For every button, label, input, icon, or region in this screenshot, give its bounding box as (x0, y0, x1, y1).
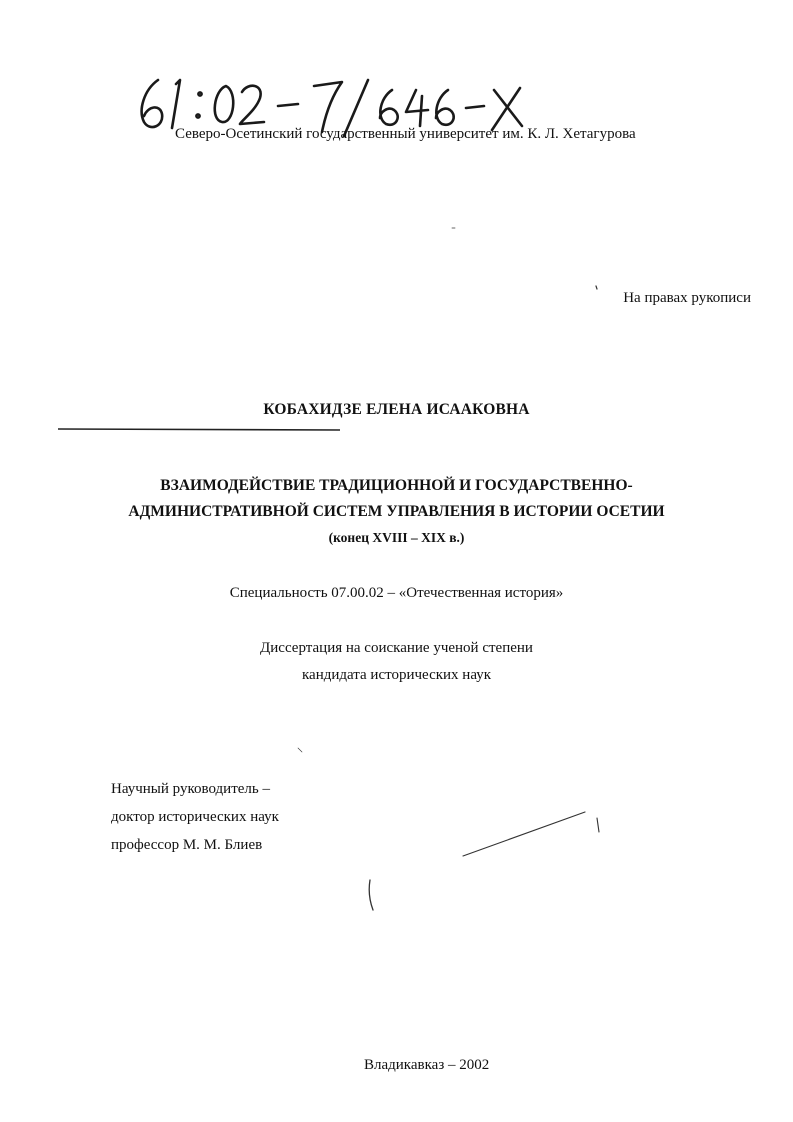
rights-note: На правах рукописи (623, 290, 751, 306)
dissertation-title-line-2: АДМИНИСТРАТИВНОЙ СИСТЕМ УПРАВЛЕНИЯ В ИСТОРИИ ОСЕТИИ (128, 503, 665, 520)
supervisor-name: профессор М. М. Блиев (111, 837, 263, 853)
supervisor-role: Научный руководитель – (111, 781, 270, 797)
dissertation-title-line-1: ВЗАИМОДЕЙСТВИЕ ТРАДИЦИОННОЙ И ГОСУДАРСТВЕННО- (160, 477, 633, 494)
specialty: Специальность 07.00.02 – «Отечественная история» (229, 585, 564, 601)
supervisor-degree: доктор исторических наук (111, 809, 279, 825)
author-name: КОБАХИДЗЕ ЕЛЕНА ИСААКОВНА (263, 401, 530, 418)
university-name: Северо-Осетинский государственный университет им. К. Л. Хетагурова (175, 126, 636, 142)
underline-divider (58, 427, 340, 433)
city-year: Владикавказ – 2002 (364, 1057, 490, 1073)
degree-line-1: Диссертация на соискание ученой степени (260, 640, 533, 656)
dissertation-period: (конец XVIII – XIX в.) (328, 530, 465, 545)
degree-line-2: кандидата исторических наук (301, 667, 492, 683)
